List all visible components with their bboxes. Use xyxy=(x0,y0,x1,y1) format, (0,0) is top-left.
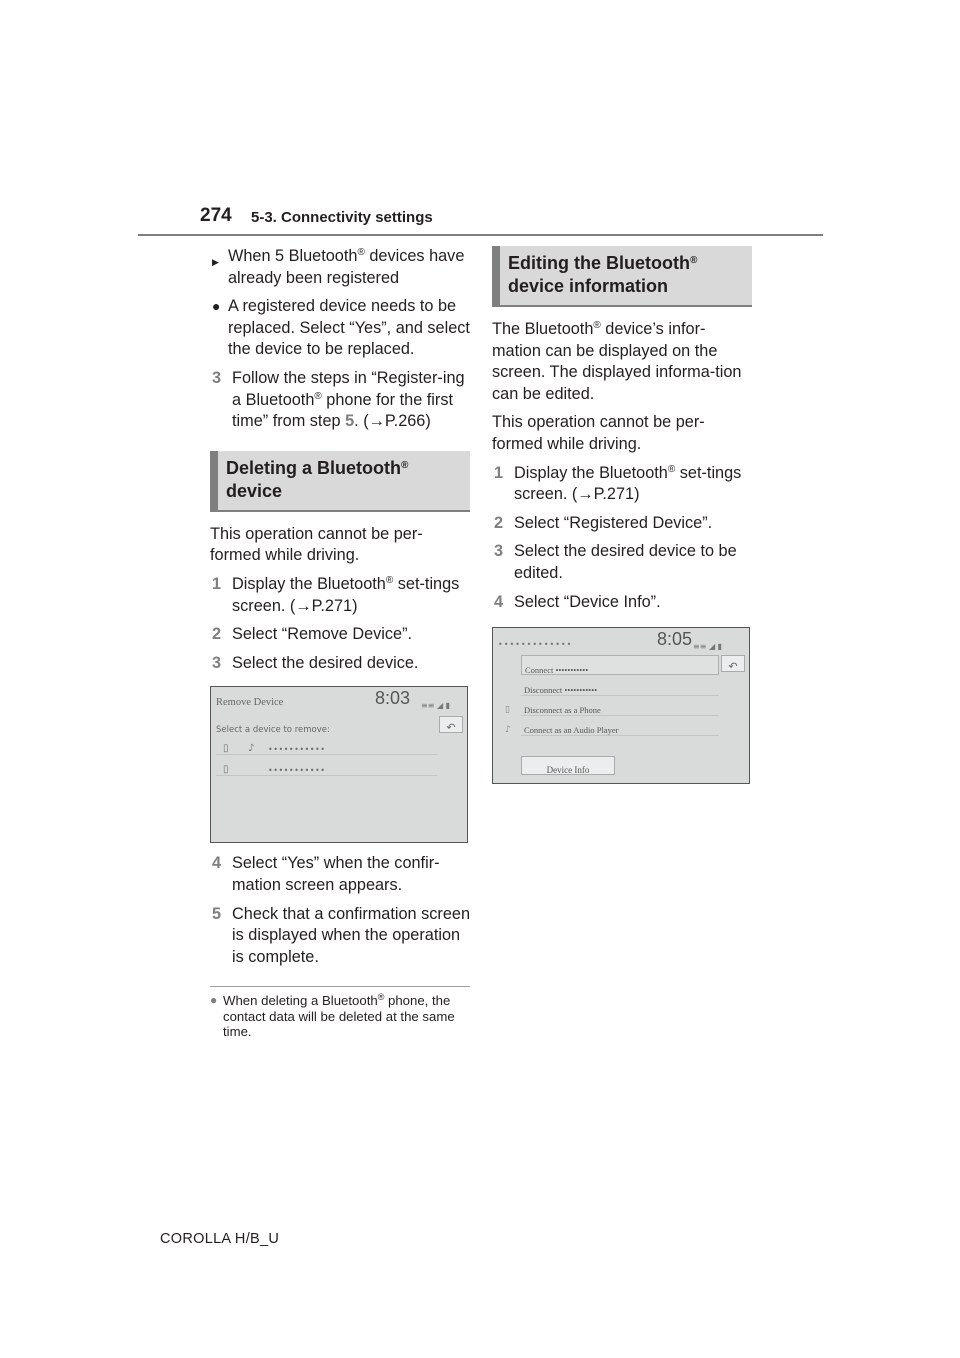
driving-note: This operation cannot be per-formed while driving. xyxy=(492,413,705,453)
arrow-marker-icon: ▶ xyxy=(212,257,219,267)
status-icons: ≡≡ ◢ ▮ xyxy=(421,701,451,711)
back-button[interactable]: ↶ xyxy=(439,716,463,733)
step-3-select-device: 3 Select the desired device to be edited. xyxy=(494,542,737,582)
bullet-item: ● A registered device needs to be replaced. Select “Yes”, and select the device to be replaced. xyxy=(212,297,470,359)
phone-icon: ▯ xyxy=(223,764,229,776)
step-number: 3 xyxy=(212,368,222,387)
arrow-item: ▶ When 5 Bluetooth® devices have already been registered xyxy=(212,247,465,287)
footer-model: COROLLA H/B_U xyxy=(160,1231,280,1247)
back-button[interactable]: ↶ xyxy=(721,655,745,672)
status-icons: ≡≡ ◢ ▮ xyxy=(693,642,723,652)
device-settings-screenshot xyxy=(492,627,750,784)
registered-mark: ® xyxy=(401,459,409,471)
step-3-register: 3 Follow the steps in “Register-ing a Bluetooth® phone for the first time” from step 5. (→P.266) xyxy=(212,368,465,431)
disconnect-phone-row[interactable]: Disconnect as a Phone xyxy=(521,696,719,716)
clock: 8:05 xyxy=(657,629,693,650)
registered-mark: ® xyxy=(357,247,365,258)
screen-title: Remove Device xyxy=(216,697,284,709)
step-2-registered-device: 2 Select “Registered Device”. xyxy=(494,513,713,532)
note-item: ● When deleting a Bluetooth® phone, the contact data will be deleted at the same time. xyxy=(210,992,455,1040)
intro-paragraph: The Bluetooth® device’s infor-mation can be displayed on the screen. The displayed informa-tion can be edited. xyxy=(492,320,742,403)
page-header xyxy=(138,200,823,236)
device-row[interactable] xyxy=(216,735,437,755)
music-note-icon: ♪ xyxy=(505,725,511,736)
page-number: 274 xyxy=(200,205,232,226)
phone-icon: ▯ xyxy=(223,743,229,755)
remove-device-screenshot xyxy=(210,686,468,843)
heading-deleting-device: Deleting a Bluetooth® device xyxy=(210,451,470,512)
remove-prompt: Select a device to remove: xyxy=(216,725,330,736)
step-4-confirm: 4 Select “Yes” when the confir-mation screen appears. xyxy=(212,854,440,894)
step-1-display: 1 Display the Bluetooth® set-tings screen. (→P.271) xyxy=(212,574,460,615)
registered-mark: ® xyxy=(689,255,698,266)
clock: 8:03 xyxy=(375,688,411,709)
phone-icon: ▯ xyxy=(505,705,510,716)
device-row[interactable] xyxy=(216,756,437,776)
section-title: 5-3. Connectivity settings xyxy=(251,209,433,226)
note-bullet-icon: ● xyxy=(210,993,218,1008)
music-note-icon: ♪ xyxy=(248,743,255,755)
note-section xyxy=(210,986,470,1040)
device-name: ••••••••••• xyxy=(268,766,326,776)
device-name-header: ••••••••••••• xyxy=(498,640,573,650)
step-1-display: 1 Display the Bluetooth® set-tings screen. (→P.271) xyxy=(494,463,742,504)
registered-mark: ® xyxy=(314,390,322,402)
left-column xyxy=(210,246,470,1040)
step-3-select-device: 3 Select the desired device. xyxy=(212,653,419,672)
device-name: ••••••••••• xyxy=(268,745,326,755)
bullet-icon: ● xyxy=(212,298,221,315)
connect-audio-row[interactable]: Connect as an Audio Player xyxy=(521,716,719,736)
intro-paragraph: This operation cannot be per-formed while driving. xyxy=(210,524,423,565)
right-column xyxy=(492,246,752,784)
step-5-check: 5 Check that a confirmation screen is displayed when the operation is complete. xyxy=(212,904,471,966)
step-2-remove-device: 2 Select “Remove Device”. xyxy=(212,625,413,644)
device-info-button[interactable]: Device Info xyxy=(521,756,615,775)
step-4-device-info: 4 Select “Device Info”. xyxy=(494,592,661,611)
disconnect-row[interactable]: Disconnect ••••••••••• xyxy=(521,676,719,696)
connect-row[interactable]: Connect ••••••••••• xyxy=(521,655,719,675)
heading-editing-device: Editing the Bluetooth® device information xyxy=(492,246,752,307)
step-reference: 5 xyxy=(345,412,355,431)
